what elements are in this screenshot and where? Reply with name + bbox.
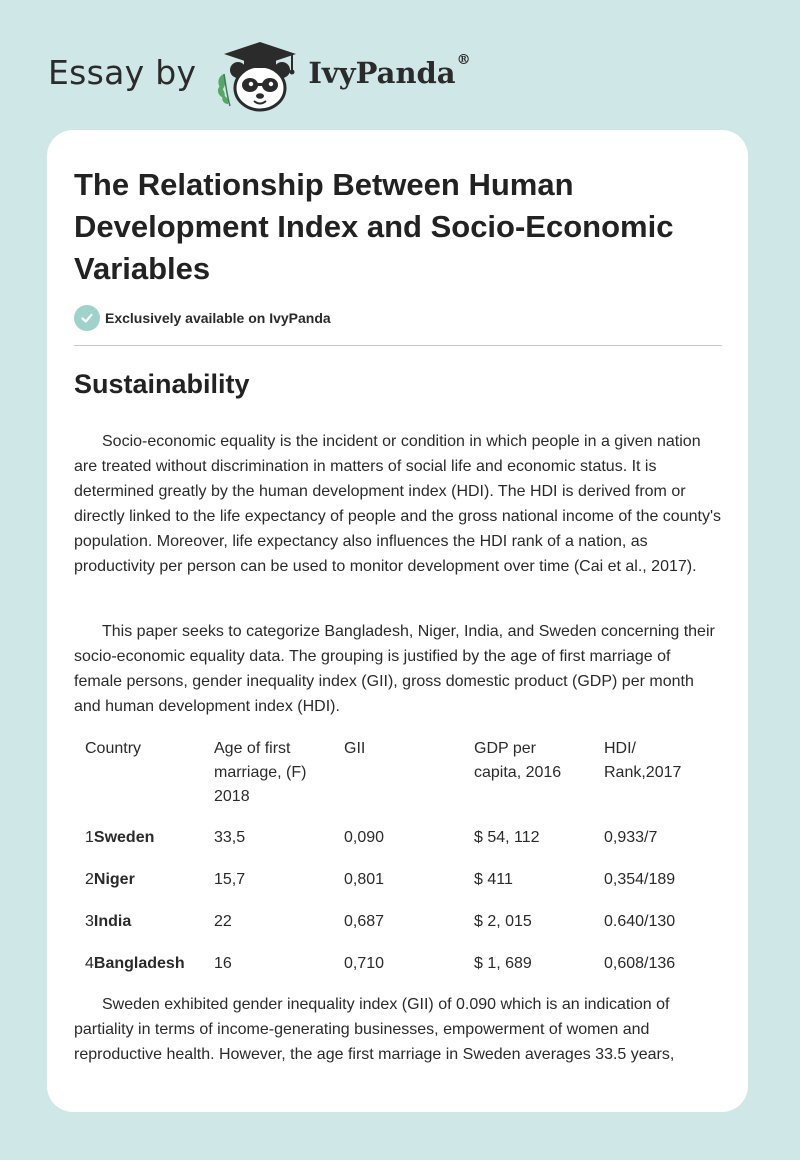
gdp-cell: $ 2, 015 bbox=[474, 913, 532, 930]
gii-cell: 0,710 bbox=[344, 955, 385, 972]
brand-header bbox=[48, 34, 471, 114]
age-cell: 33,5 bbox=[214, 829, 246, 846]
hdi-cell: 0,608/136 bbox=[604, 955, 676, 972]
gii-cell: 0,801 bbox=[344, 871, 385, 888]
country-cell bbox=[74, 901, 203, 943]
row-number: 4 bbox=[85, 955, 94, 972]
data-table bbox=[74, 731, 722, 985]
gii-cell: 0,687 bbox=[344, 913, 385, 930]
table-row bbox=[74, 943, 722, 985]
divider bbox=[74, 345, 722, 346]
country-name: Bangladesh bbox=[93, 955, 185, 972]
row-number: 3 bbox=[85, 913, 94, 930]
country-cell bbox=[74, 859, 203, 901]
column-header: GII bbox=[344, 740, 366, 757]
hdi-cell: 0.640/130 bbox=[604, 913, 676, 930]
essay-card bbox=[47, 130, 748, 1112]
page-title: The Relationship Between Human Development Index and Socio-Economic Variables bbox=[74, 167, 674, 286]
column-header: Country bbox=[85, 740, 142, 757]
column-header: GDP per capita, 2016 bbox=[474, 740, 562, 781]
table-row bbox=[74, 817, 722, 859]
gii-cell: 0,090 bbox=[344, 829, 385, 846]
country-cell bbox=[74, 943, 203, 985]
gdp-cell: $ 1, 689 bbox=[474, 955, 532, 972]
gdp-cell: $ 411 bbox=[474, 871, 513, 888]
brand-prefix: Essay by bbox=[48, 52, 197, 92]
table-row bbox=[74, 901, 722, 943]
age-cell: 15,7 bbox=[214, 871, 246, 888]
age-cell: 16 bbox=[214, 955, 232, 972]
hdi-cell: 0,933/7 bbox=[604, 829, 658, 846]
brand-name bbox=[308, 52, 471, 90]
row-number: 1 bbox=[85, 829, 94, 846]
brand-name-text: IvyPanda bbox=[308, 56, 456, 90]
column-header: HDI/ Rank,2017 bbox=[604, 740, 682, 781]
country-name: India bbox=[93, 913, 132, 930]
badge-label: Exclusively available on IvyPanda bbox=[105, 310, 331, 326]
row-number: 2 bbox=[85, 871, 94, 888]
panda-graduate-icon bbox=[214, 34, 306, 114]
paragraph: Sweden exhibited gender inequality index (GII) of 0.090 which is an indication of partiality in terms of income-generating businesses, empowerment of women and reproductive health. However, the age first marriage in Sweden averages 33.5 years, bbox=[74, 996, 675, 1063]
age-cell: 22 bbox=[214, 913, 232, 930]
table-row bbox=[74, 859, 722, 901]
country-name: Niger bbox=[93, 871, 135, 888]
registered-mark: ® bbox=[456, 52, 471, 68]
paragraph: Socio-economic equality is the incident or condition in which people in a given nation are treated without discrimination in matters of social life and economic status. It is determined greatly by the human development index (HDI). The HDI is derived from or directly linked to the life expectancy of people and the gross national income of the county's population. Moreover, life expectancy also influences the HDI rank of a nation, as productivity per person can be used to monitor development over time (Cai et al., 2017). bbox=[74, 433, 721, 575]
section-heading: Sustainability bbox=[74, 369, 250, 399]
country-name: Sweden bbox=[93, 829, 155, 846]
column-header: Age of first marriage, (F) 2018 bbox=[214, 740, 307, 805]
country-cell bbox=[74, 817, 203, 859]
paragraph: This paper seeks to categorize Bangladesh, Niger, India, and Sweden concerning their socio-economic equality data. The grouping is justified by the age of first marriage of female persons, gender inequality index (GII), gross domestic product (GDP) per month and human development index (HDI). bbox=[74, 623, 715, 715]
exclusive-badge bbox=[74, 305, 331, 331]
table-header-row bbox=[74, 731, 722, 817]
gdp-cell: $ 54, 112 bbox=[474, 829, 540, 846]
check-circle-icon bbox=[74, 305, 100, 331]
hdi-cell: 0,354/189 bbox=[604, 871, 676, 888]
